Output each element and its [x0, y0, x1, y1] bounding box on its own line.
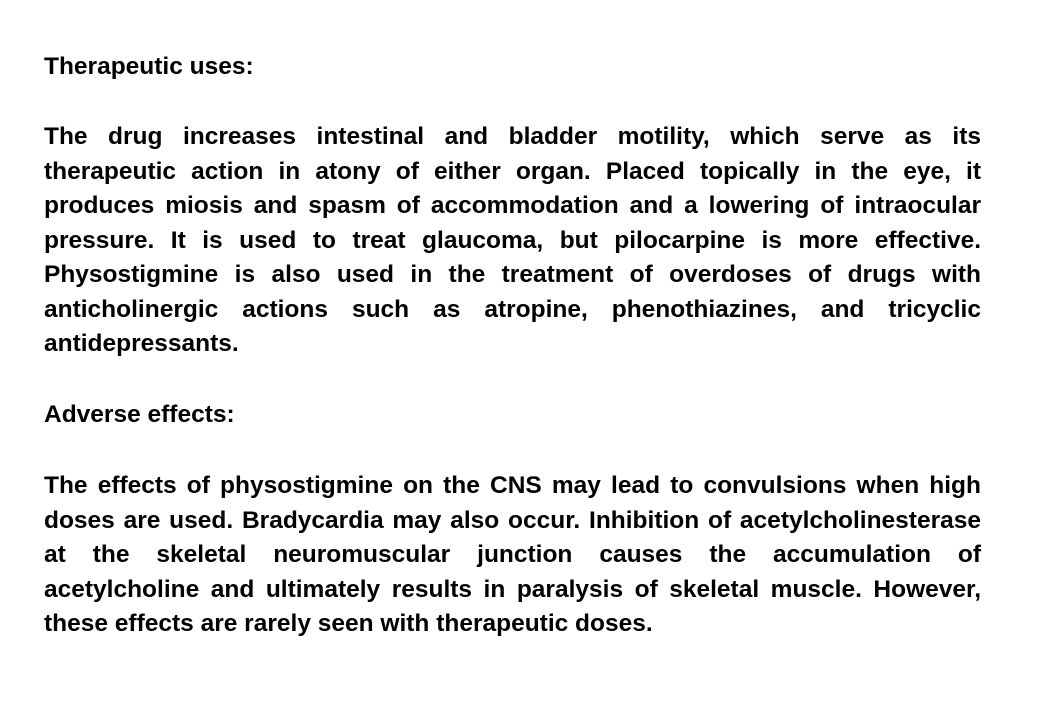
adverse-effects-heading: Adverse effects: — [44, 401, 235, 428]
adverse-effects-paragraph: The effects of physostigmine on the CNS may lead to convulsions when high doses are used. Bradycardia may also occur. Inhibition of acetylcholinesterase at the skeletal neuromuscular junction causes the accumulation of acetylcholine and ultimately results in paralysis of skeletal muscle. However, these effects are rarely seen with therapeutic doses. — [44, 472, 981, 637]
therapeutic-uses-paragraph: The drug increases intestinal and bladder motility, which serve as its therapeutic action in atony of either organ. Placed topically in the eye, it produces miosis and spasm of accommodation and a lowering of intraocular pressure. It is used to treat glaucoma, but pilocarpine is more effective. Physostigmine is also used in the treatment of overdoses of drugs with anticholinergic actions such as atropine, phenothiazines, and tricyclic antidepressants. — [44, 123, 981, 357]
therapeutic-uses-heading: Therapeutic uses: — [44, 53, 254, 80]
